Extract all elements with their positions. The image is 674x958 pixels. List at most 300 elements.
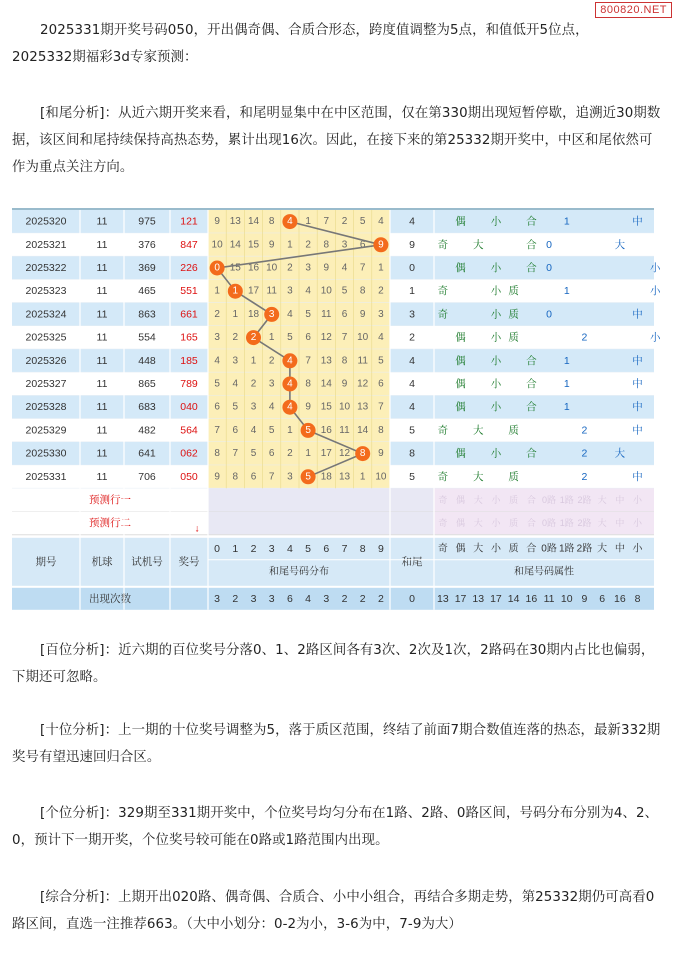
dist-cell: 5 xyxy=(214,378,220,390)
dist-cell: 7 xyxy=(214,424,220,436)
dist-cell: 8 xyxy=(232,471,239,483)
period-cell: 2025321 xyxy=(25,238,67,251)
dist-cell: 2 xyxy=(287,448,293,460)
digit-header: 7 xyxy=(341,542,348,555)
dist-cell: 9 xyxy=(305,401,311,413)
attr-cell: 中 xyxy=(632,378,643,390)
attr-bg xyxy=(390,210,654,233)
dist-cell: 3 xyxy=(232,355,239,367)
attr-col-header: 0路 xyxy=(541,543,557,555)
attr-cell: 偶 xyxy=(455,447,466,460)
dist-cell: 9 xyxy=(378,448,384,460)
predict-attr-cell: 0路 xyxy=(542,518,557,529)
dist-cell: 4 xyxy=(378,332,384,344)
dist-cell: 2 xyxy=(378,285,384,297)
predict-attr-cell: 合 xyxy=(526,495,536,505)
dist-cell: 2 xyxy=(232,332,239,344)
attr-cell: 0 xyxy=(546,262,552,274)
dist-cell: 7 xyxy=(268,471,275,483)
attr-cell: 偶 xyxy=(455,262,466,274)
award-cell: 121 xyxy=(180,215,198,228)
digit-header: 6 xyxy=(323,542,330,555)
attr-col-header: 小 xyxy=(632,543,643,555)
attr-cell: 1 xyxy=(563,285,570,298)
hit-ball-number: 3 xyxy=(268,308,275,320)
award-cell: 226 xyxy=(180,262,198,274)
ball-cell: 11 xyxy=(96,262,108,274)
attr-cell: 合 xyxy=(526,215,537,228)
dist-header: 和尾号码分布 xyxy=(269,566,329,578)
award-cell: 165 xyxy=(180,331,198,344)
predict-attr-cell: 0路 xyxy=(542,495,557,505)
dist-cell: 14 xyxy=(320,378,332,390)
digit-header: 3 xyxy=(268,542,275,555)
predict-attr-cell: 小 xyxy=(633,495,643,505)
predict-attr-cell: 奇 xyxy=(438,518,448,529)
dist-cell: 7 xyxy=(359,262,366,274)
predict-attr-cell: 奇 xyxy=(438,495,448,505)
ball-cell: 11 xyxy=(96,424,108,437)
dist-cell: 8 xyxy=(323,239,330,251)
tail-cell: 1 xyxy=(409,285,415,298)
hit-ball-number: 9 xyxy=(378,239,384,251)
digit-header: 9 xyxy=(377,542,384,555)
attr-cell: 2 xyxy=(581,470,588,483)
trial-cell: 376 xyxy=(138,238,156,251)
trial-cell: 863 xyxy=(138,308,156,321)
tail-cell: 4 xyxy=(409,354,415,367)
award-cell: 564 xyxy=(180,424,198,437)
period-cell: 2025331 xyxy=(25,470,67,483)
count-dist: 3 xyxy=(323,592,330,605)
tail-cell: 3 xyxy=(409,308,415,321)
count-attr: 14 xyxy=(507,592,520,605)
dist-cell: 7 xyxy=(378,401,384,413)
dist-cell: 4 xyxy=(305,285,311,297)
dist-cell: 4 xyxy=(214,355,220,367)
header-award: 奖号 xyxy=(178,555,200,568)
dist-cell: 14 xyxy=(247,216,260,228)
predict-attr-cell: 质 xyxy=(509,495,519,505)
tail-header: 和尾 xyxy=(401,555,423,568)
count-attr: 6 xyxy=(599,592,606,605)
tail-cell: 4 xyxy=(409,378,415,390)
attr-cell: 小 xyxy=(650,285,661,298)
dist-cell: 3 xyxy=(341,239,348,251)
ball-cell: 11 xyxy=(96,447,108,460)
ball-cell: 11 xyxy=(96,238,108,251)
dist-cell: 17 xyxy=(320,448,332,460)
attr-cell: 合 xyxy=(526,378,537,390)
predict-dist-bg xyxy=(208,512,390,535)
attr-cell: 偶 xyxy=(455,215,466,228)
count-dist: 2 xyxy=(341,592,348,605)
dist-cell: 11 xyxy=(266,285,277,297)
attr-cell: 偶 xyxy=(455,354,466,367)
attr-cell: 中 xyxy=(632,308,643,321)
dist-cell: 1 xyxy=(305,216,311,228)
attr-bg xyxy=(390,280,654,303)
award-cell: 050 xyxy=(180,470,198,483)
ball-cell: 11 xyxy=(96,308,108,321)
attr-col-header: 大 xyxy=(473,543,484,555)
dist-cell: 13 xyxy=(229,216,241,228)
dist-cell: 9 xyxy=(268,239,275,251)
hewei-analysis: [和尾分析]：从近六期开奖来看，和尾明显集中在中区范围，仅在第330期出现短暂停歇，追溯近30期数据，该区间和尾持续保持高热态势，累计出现16次。因此，在接下来的第25332期开奖中，中区和尾依然可作为重点关注方向。 xyxy=(12,106,661,175)
dist-cell: 11 xyxy=(339,424,350,436)
count-attr: 17 xyxy=(490,592,502,605)
period-cell: 2025324 xyxy=(25,308,67,321)
dist-cell: 8 xyxy=(359,285,366,297)
dist-cell: 3 xyxy=(287,471,293,483)
count-dist: 4 xyxy=(305,592,312,605)
digit-header: 2 xyxy=(250,542,257,555)
period-cell: 2025322 xyxy=(25,262,67,274)
dist-cell: 9 xyxy=(214,216,220,228)
trial-cell: 465 xyxy=(138,285,156,298)
dist-cell: 12 xyxy=(338,448,351,460)
dist-cell: 8 xyxy=(268,216,275,228)
dist-cell: 9 xyxy=(214,471,220,483)
award-cell: 185 xyxy=(180,354,198,367)
count-tail: 0 xyxy=(409,592,415,605)
attr-cell: 2 xyxy=(581,331,588,344)
dist-cell: 3 xyxy=(268,378,275,390)
predict-attr-cell: 质 xyxy=(509,518,519,529)
count-attr: 16 xyxy=(614,592,626,605)
trial-cell: 865 xyxy=(138,378,156,390)
tail-cell: 2 xyxy=(409,331,415,344)
attr-cell: 合 xyxy=(526,262,537,274)
ball-cell: 11 xyxy=(96,401,108,414)
period-cell: 2025326 xyxy=(25,354,67,367)
attr-cell: 合 xyxy=(526,401,537,414)
dist-cell: 7 xyxy=(323,216,330,228)
period-cell: 2025320 xyxy=(25,215,67,228)
dist-cell: 1 xyxy=(287,239,293,251)
attr-cell: 中 xyxy=(632,470,643,483)
attr-col-header: 小 xyxy=(490,543,501,555)
attr-cell: 奇 xyxy=(437,424,449,437)
attr-cell: 偶 xyxy=(455,378,466,390)
predict-attr-cell: 中 xyxy=(615,518,625,529)
dist-cell: 3 xyxy=(214,332,220,344)
tail-cell: 4 xyxy=(409,401,415,414)
dist-cell: 2 xyxy=(341,216,348,228)
dist-cell: 1 xyxy=(268,332,275,344)
dist-cell: 10 xyxy=(211,239,223,251)
hit-ball-number: 2 xyxy=(250,332,257,344)
attr-cell: 质 xyxy=(508,285,519,298)
dist-cell: 3 xyxy=(305,262,311,274)
dist-cell: 6 xyxy=(214,401,220,413)
dist-cell: 16 xyxy=(320,424,332,436)
tail-cell: 5 xyxy=(409,470,415,483)
dist-cell: 6 xyxy=(378,378,384,390)
attr-cell: 质 xyxy=(508,470,519,483)
attr-cell: 小 xyxy=(490,262,502,274)
attr-cell: 1 xyxy=(563,401,570,414)
trial-cell: 482 xyxy=(138,424,156,437)
trial-cell: 448 xyxy=(138,354,156,367)
dist-cell: 14 xyxy=(357,424,369,436)
attr-cell: 偶 xyxy=(455,401,466,414)
dist-cell: 15 xyxy=(320,401,332,413)
predict-attr-cell: 1路 xyxy=(559,495,574,505)
predict-attr-cell: 小 xyxy=(491,518,501,529)
predict-attr-cell: 1路 xyxy=(559,518,574,529)
attr-cell: 大 xyxy=(614,238,626,251)
attr-cell: 小 xyxy=(490,354,502,367)
ball-cell: 11 xyxy=(96,354,108,367)
attr-bg xyxy=(390,419,654,442)
count-attr: 10 xyxy=(560,592,573,605)
baiwei-analysis: [百位分析]：近六期的百位奖号分落0、1、2路区间各有3次、2次及1次，2路码在30期内占比也偏弱，下期还可忽略。 xyxy=(12,643,655,685)
attr-cell: 合 xyxy=(526,238,537,251)
predict-attr-cell: 大 xyxy=(473,495,483,505)
digit-header: 8 xyxy=(359,542,366,555)
dist-cell: 1 xyxy=(214,285,220,297)
trial-cell: 641 xyxy=(138,447,156,460)
attr-cell: 中 xyxy=(632,401,643,414)
dist-cell: 10 xyxy=(375,471,387,483)
award-cell: 062 xyxy=(180,447,198,460)
period-cell: 2025327 xyxy=(25,378,67,390)
attr-cell: 中 xyxy=(632,424,643,437)
predict-tail-bg xyxy=(390,488,434,511)
count-attr: 9 xyxy=(581,592,588,605)
hit-ball-number: 1 xyxy=(232,285,239,297)
digit-header: 0 xyxy=(214,542,221,555)
dist-cell: 3 xyxy=(378,308,384,320)
attr-cell: 大 xyxy=(614,447,626,460)
attr-cell: 奇 xyxy=(437,238,449,251)
dist-cell: 6 xyxy=(250,471,257,483)
attr-cell: 奇 xyxy=(437,308,449,321)
digit-header: 4 xyxy=(286,542,293,555)
trial-cell: 554 xyxy=(138,331,156,344)
dist-cell: 6 xyxy=(268,448,275,460)
attr-cell: 0 xyxy=(546,238,552,251)
hit-ball-number: 4 xyxy=(287,401,293,413)
attr-cell: 大 xyxy=(473,238,484,251)
dist-cell: 2 xyxy=(268,355,275,367)
dist-cell: 5 xyxy=(378,355,384,367)
tail-cell: 8 xyxy=(409,447,415,460)
predict-attr-cell: 小 xyxy=(491,495,501,505)
dist-cell: 10 xyxy=(338,401,351,413)
zonghe-analysis: [综合分析]：上期开出020路、偶奇偶、合质合、小中小组合，再结合多期走势，第25332期仍可高看0路区间，直选一注推荐663。（大中小划分：0-2为小，3-6为中，7-9为大） xyxy=(12,890,655,932)
ball-cell: 11 xyxy=(96,470,108,483)
intro-line-1: 2025331期开奖号码050，开出偶奇偶、合质合形态，跨度值调整为5点，和值低开5位点， xyxy=(40,23,589,38)
dist-cell: 1 xyxy=(232,308,239,320)
shiwei-analysis: [十位分析]：上一期的十位奖号调整为5，落于质区范围，终结了前面7期合数值连落的热态，最新332期奖号有望迅速回归合区。 xyxy=(12,723,661,765)
dist-cell: 10 xyxy=(266,262,278,274)
dist-cell: 12 xyxy=(357,378,369,390)
attr-col-header: 偶 xyxy=(455,543,466,555)
attr-cell: 奇 xyxy=(437,470,449,483)
trial-cell: 706 xyxy=(138,470,156,483)
count-dist: 2 xyxy=(232,592,239,605)
dist-cell: 5 xyxy=(305,308,311,320)
attr-cell: 1 xyxy=(563,215,570,228)
site-watermark: 800820.NET xyxy=(595,2,672,18)
intro-line-2: 2025332期福彩3d专家预测： xyxy=(12,50,198,65)
dist-cell: 1 xyxy=(287,424,293,436)
dist-cell: 6 xyxy=(232,424,239,436)
attr-cell: 合 xyxy=(526,447,537,460)
award-cell: 789 xyxy=(180,378,198,390)
dist-cell: 18 xyxy=(247,308,260,320)
count-dist: 2 xyxy=(377,592,384,605)
dist-cell: 6 xyxy=(341,308,348,320)
attr-bg xyxy=(390,465,654,488)
attr-col-header: 1路 xyxy=(558,543,575,555)
attr-col-header: 2路 xyxy=(576,543,593,555)
attr-cell: 合 xyxy=(526,354,537,367)
attr-cell: 质 xyxy=(508,424,519,437)
tail-cell: 9 xyxy=(409,238,415,251)
dist-cell: 7 xyxy=(341,332,348,344)
attr-cell: 0 xyxy=(546,308,552,321)
header-ball: 机球 xyxy=(91,555,113,568)
predict-attr-cell: 偶 xyxy=(456,518,466,529)
dist-cell: 8 xyxy=(378,424,384,436)
dist-cell: 5 xyxy=(341,285,348,297)
dist-cell: 6 xyxy=(305,332,311,344)
dist-cell: 10 xyxy=(320,285,332,297)
count-dist: 3 xyxy=(214,592,221,605)
hit-ball-number: 5 xyxy=(305,471,311,483)
attr-cell: 奇 xyxy=(437,285,449,298)
dist-cell: 1 xyxy=(250,355,257,367)
footer-label: 出现次数 xyxy=(89,592,131,605)
hit-ball-number: 0 xyxy=(214,262,220,274)
award-cell: 551 xyxy=(180,285,198,298)
count-attr: 13 xyxy=(437,592,449,605)
hit-ball-number: 5 xyxy=(305,424,311,436)
dist-cell: 13 xyxy=(338,471,351,483)
dist-cell: 15 xyxy=(229,262,241,274)
dist-cell: 11 xyxy=(321,308,332,320)
ball-cell: 11 xyxy=(96,378,108,390)
dist-cell: 9 xyxy=(323,262,330,274)
digit-header: 5 xyxy=(305,542,312,555)
count-dist: 3 xyxy=(250,592,257,605)
dist-cell: 1 xyxy=(359,471,366,483)
ball-cell: 11 xyxy=(96,331,108,344)
predict-row-label: 预测行一 xyxy=(89,494,131,506)
intro-paragraph xyxy=(12,17,664,71)
award-cell: 040 xyxy=(180,401,198,414)
dist-cell: 4 xyxy=(341,262,348,274)
attr-col-header: 合 xyxy=(526,543,537,555)
award-cell: 847 xyxy=(180,238,198,251)
attr-bg xyxy=(390,349,654,372)
dist-cell: 2 xyxy=(250,378,257,390)
gewei-analysis: [个位分析]：329期至331期开奖中，个位奖号均匀分布在1路、2路、0路区间，号码分布分别为4、2、0，预计下一期开奖，个位奖号较可能在0路或1路范围内出现。 xyxy=(12,806,659,848)
attr-cell: 小 xyxy=(490,285,502,298)
dist-cell: 5 xyxy=(287,332,293,344)
attr-cell: 偶 xyxy=(455,331,466,344)
period-cell: 2025329 xyxy=(25,424,67,437)
trial-cell: 369 xyxy=(138,262,156,274)
count-attr: 17 xyxy=(454,592,467,605)
period-cell: 2025328 xyxy=(25,401,67,414)
dist-cell: 6 xyxy=(359,239,366,251)
attr-bg xyxy=(390,326,654,349)
header-trial: 试机号 xyxy=(131,555,163,568)
dist-cell: 2 xyxy=(214,308,220,320)
count-attr: 11 xyxy=(543,592,555,605)
attr-cell: 大 xyxy=(473,424,484,437)
trend-chart-svg xyxy=(12,210,661,614)
attr-bg xyxy=(390,303,654,326)
dist-cell: 3 xyxy=(250,401,257,413)
dist-cell: 15 xyxy=(247,239,260,251)
dist-cell: 7 xyxy=(232,448,239,460)
dist-cell: 18 xyxy=(320,471,332,483)
count-attr: 13 xyxy=(472,592,485,605)
dist-cell: 3 xyxy=(287,285,293,297)
attr-col-header: 奇 xyxy=(437,543,448,555)
tail-cell: 5 xyxy=(409,424,415,437)
count-dist: 3 xyxy=(268,592,275,605)
attr-cell: 1 xyxy=(563,354,570,367)
dist-cell: 4 xyxy=(287,308,293,320)
attr-bg xyxy=(390,372,654,395)
dist-cell: 5 xyxy=(359,216,366,228)
hit-ball-number: 4 xyxy=(287,355,293,367)
attr-header: 和尾号码属性 xyxy=(514,566,574,578)
attr-cell: 中 xyxy=(632,215,643,228)
dist-cell: 5 xyxy=(250,448,257,460)
predict-attr-cell: 大 xyxy=(597,518,607,529)
dist-cell: 8 xyxy=(305,378,311,390)
predict-attr-cell: 大 xyxy=(597,495,607,505)
predict-attr-cell: 偶 xyxy=(456,495,466,505)
hit-ball-number: 4 xyxy=(287,378,293,390)
predict-attr-cell: 大 xyxy=(473,518,483,529)
attr-cell: 小 xyxy=(650,262,661,274)
dist-cell: 17 xyxy=(247,285,260,297)
dist-cell: 10 xyxy=(357,332,369,344)
attr-cell: 小 xyxy=(490,378,502,390)
predict-attr-cell: 小 xyxy=(633,518,643,529)
predict-attr-cell: 2路 xyxy=(577,518,592,529)
period-cell: 2025325 xyxy=(25,331,67,344)
attr-cell: 小 xyxy=(490,447,502,460)
predict-arrow: ↓ xyxy=(194,523,200,535)
predict-attr-cell: 2路 xyxy=(577,495,592,505)
dist-cell: 9 xyxy=(359,308,366,320)
attr-cell: 大 xyxy=(473,470,484,483)
attr-cell: 小 xyxy=(650,331,661,344)
dist-cell: 11 xyxy=(357,355,368,367)
trial-cell: 683 xyxy=(138,401,156,414)
attr-bg xyxy=(390,256,654,279)
count-attr: 16 xyxy=(525,592,538,605)
predict-attr-cell: 合 xyxy=(526,518,536,529)
dist-cell: 14 xyxy=(229,239,241,251)
attr-cell: 小 xyxy=(490,308,502,321)
digit-header: 1 xyxy=(232,542,239,555)
attr-col-header: 质 xyxy=(508,543,519,555)
dist-cell: 5 xyxy=(268,424,275,436)
attr-cell: 小 xyxy=(490,401,502,414)
attr-cell: 质 xyxy=(508,331,519,344)
dist-cell: 1 xyxy=(305,448,311,460)
